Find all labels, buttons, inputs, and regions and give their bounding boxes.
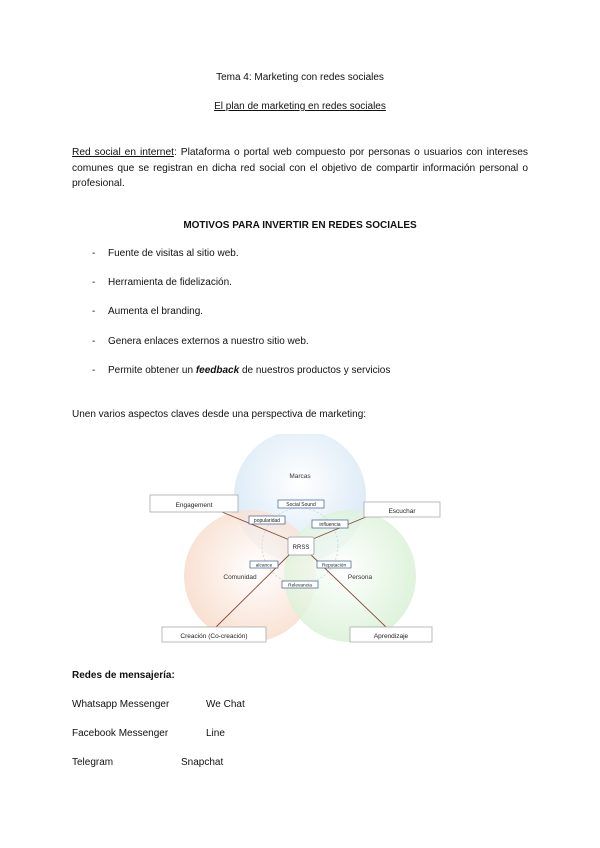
list-dash: -	[92, 364, 96, 376]
list-dash: -	[92, 248, 96, 259]
definition-term: Red social en internet	[72, 147, 174, 158]
reason-text: Herramienta de fidelización.	[108, 277, 232, 289]
svg-text:Reputación: Reputación	[321, 563, 347, 569]
svg-text:Relevancia: Relevancia	[288, 583, 312, 589]
label-comunidad: Comunidad	[223, 574, 257, 581]
document-title: Tema 4: Marketing con redes sociales	[216, 72, 384, 83]
svg-text:Engagement: Engagement	[175, 502, 213, 509]
definition-paragraph	[72, 145, 528, 192]
reason-text-after: de nuestros productos y servicios	[239, 364, 391, 376]
list-dash: -	[92, 277, 96, 289]
reasons-heading: MOTIVOS PARA INVERTIR EN REDES SOCIALES	[183, 220, 417, 231]
list-dash: -	[92, 306, 96, 318]
definition-text: : Plataforma o portal web compuesto por personas o usuarios con intereses comunes que se registran en dicha red social con el objetivo de compartir información personal o profesional.	[72, 147, 528, 189]
inner-tag	[317, 561, 351, 569]
list-item	[92, 365, 390, 394]
svg-text:influencia: influencia	[319, 522, 341, 528]
label-persona: Persona	[347, 574, 373, 581]
messaging-heading: Redes de mensajería:	[72, 670, 175, 681]
reason-text: Genera enlaces externos a nuestro sitio web.	[108, 335, 309, 347]
list-dash: -	[92, 335, 96, 347]
outer-box	[350, 627, 432, 642]
list-item	[92, 248, 390, 277]
outer-box	[150, 495, 238, 512]
outer-box	[162, 627, 266, 642]
messaging-app: Snapchat	[181, 757, 224, 768]
center-label: RRSS	[292, 545, 310, 551]
messaging-app: Line	[206, 728, 225, 739]
reason-text-before: Permite obtener un	[108, 364, 196, 376]
svg-text:Escuchar: Escuchar	[388, 508, 416, 515]
inner-tag	[249, 516, 285, 524]
center-node	[288, 537, 314, 555]
svg-text:Social Sound: Social Sound	[286, 502, 316, 508]
inner-tag	[312, 520, 348, 528]
reason-emphasis: feedback	[195, 364, 240, 376]
messaging-app: Telegram	[72, 757, 114, 768]
svg-text:alcance: alcance	[255, 563, 273, 569]
messaging-app: Whatsapp Messenger	[72, 699, 170, 710]
diagram-intro: Unen varios aspectos claves desde una perspectiva de marketing:	[72, 409, 367, 420]
messaging-app: We Chat	[206, 699, 245, 710]
list-item	[92, 306, 390, 335]
inner-tag	[250, 561, 278, 569]
venn-diagram	[146, 434, 442, 648]
document-subtitle: El plan de marketing en redes sociales	[214, 101, 386, 112]
reasons-list	[92, 248, 390, 394]
svg-text:popularidad: popularidad	[253, 518, 281, 524]
outer-box	[364, 502, 440, 517]
svg-text:Aprendizaje: Aprendizaje	[373, 633, 409, 640]
svg-text:Creación (Co-creación): Creación (Co-creación)	[180, 633, 248, 640]
reason-text: Fuente de visitas al sitio web.	[108, 248, 239, 259]
messaging-app: Facebook Messenger	[72, 728, 169, 739]
inner-tag	[278, 500, 324, 508]
inner-tag	[282, 581, 318, 589]
reason-text: Aumenta el branding.	[108, 306, 204, 318]
label-marcas: Marcas	[289, 473, 311, 480]
list-item	[92, 277, 390, 306]
list-item	[92, 336, 390, 365]
